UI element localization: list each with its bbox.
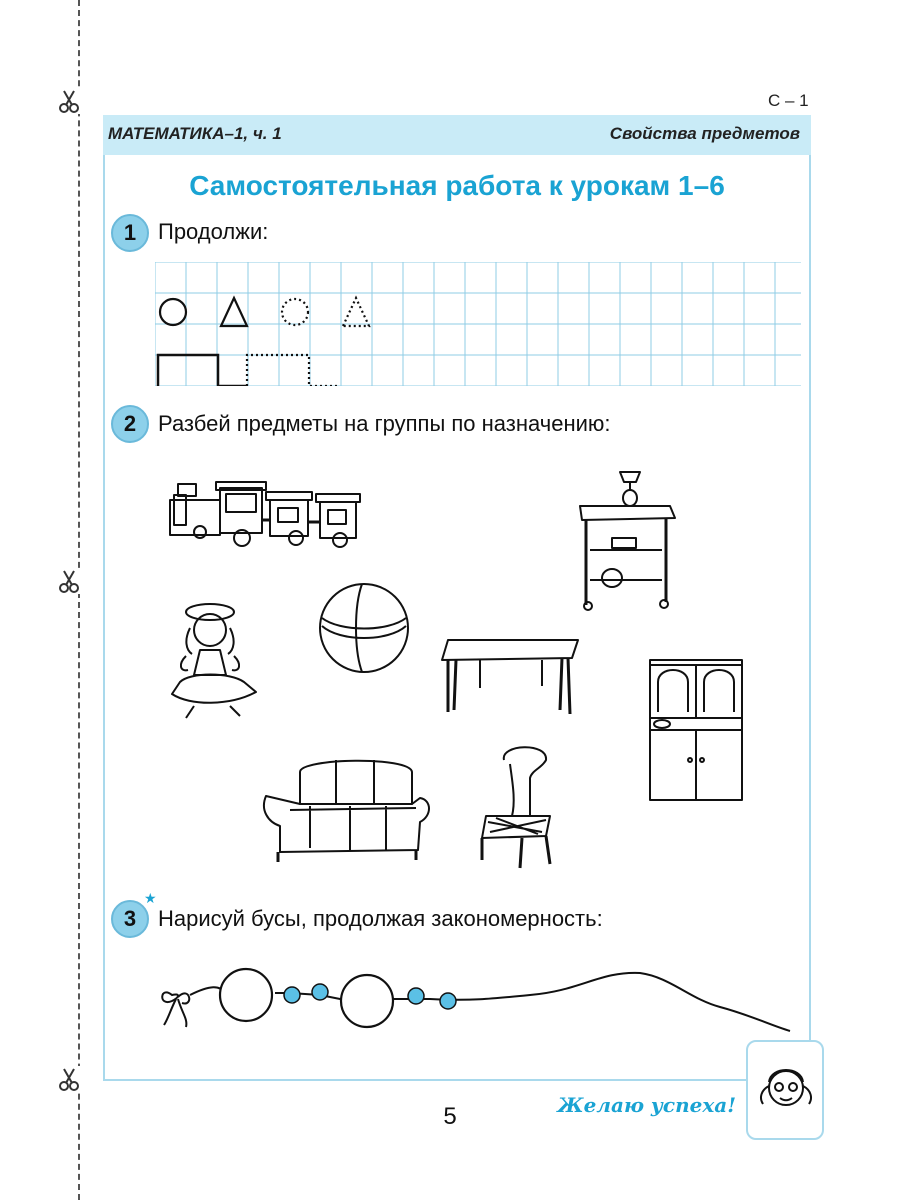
task-3-beads[interactable] — [150, 955, 800, 1045]
star-icon: ★ — [144, 890, 157, 906]
shape-square-wave-dotted — [247, 355, 339, 386]
scissors-icon — [56, 1066, 82, 1092]
task-1-grid[interactable] — [155, 262, 801, 386]
wish-text: Желаю успеха! — [557, 1093, 736, 1117]
scissors-icon — [56, 88, 82, 114]
doll-icon[interactable] — [172, 604, 256, 718]
task-number-3: 3 — [111, 900, 149, 938]
train-icon[interactable] — [170, 482, 360, 547]
table-icon[interactable] — [442, 640, 578, 714]
worksheet-title: Самостоятельная работа к урокам 1–6 — [189, 170, 725, 201]
shape-circle — [160, 299, 186, 325]
shape-dotted-circle — [282, 299, 308, 325]
page-number: 5 — [443, 1103, 457, 1130]
bead-small-blue — [440, 993, 456, 1009]
bead-small-blue — [312, 984, 328, 1000]
cupboard-icon[interactable] — [650, 660, 742, 800]
sofa-icon[interactable] — [264, 760, 429, 862]
bow-icon — [162, 992, 189, 1027]
cut-line — [78, 0, 80, 1200]
lamp-table-icon[interactable] — [580, 472, 675, 610]
chair-icon[interactable] — [482, 747, 550, 868]
bead-string — [190, 973, 790, 1031]
bead-small-blue — [408, 988, 424, 1004]
ball-icon[interactable] — [320, 584, 408, 672]
subject-label: МАТЕМАТИКА–1, ч. 1 — [108, 124, 282, 143]
task-3-text: Нарисуй бусы, продолжая закономерность: — [158, 906, 603, 931]
task-2-pictures — [150, 460, 790, 870]
task-1-text: Продолжи: — [158, 219, 269, 244]
bead-big-white — [220, 969, 272, 1021]
bead-small-blue — [284, 987, 300, 1003]
shape-dotted-triangle — [343, 298, 369, 326]
task-number-2: 2 — [111, 405, 149, 443]
shape-square-wave-solid — [158, 355, 247, 386]
task-2-text: Разбей предметы на группы по назначению: — [158, 411, 611, 436]
scissors-icon — [56, 568, 82, 594]
page-code: С – 1 — [768, 91, 809, 110]
topic-label: Свойства предметов — [609, 124, 800, 143]
shape-triangle — [221, 298, 247, 326]
task-number-1: 1 — [111, 214, 149, 252]
bead-big-white — [341, 975, 393, 1027]
